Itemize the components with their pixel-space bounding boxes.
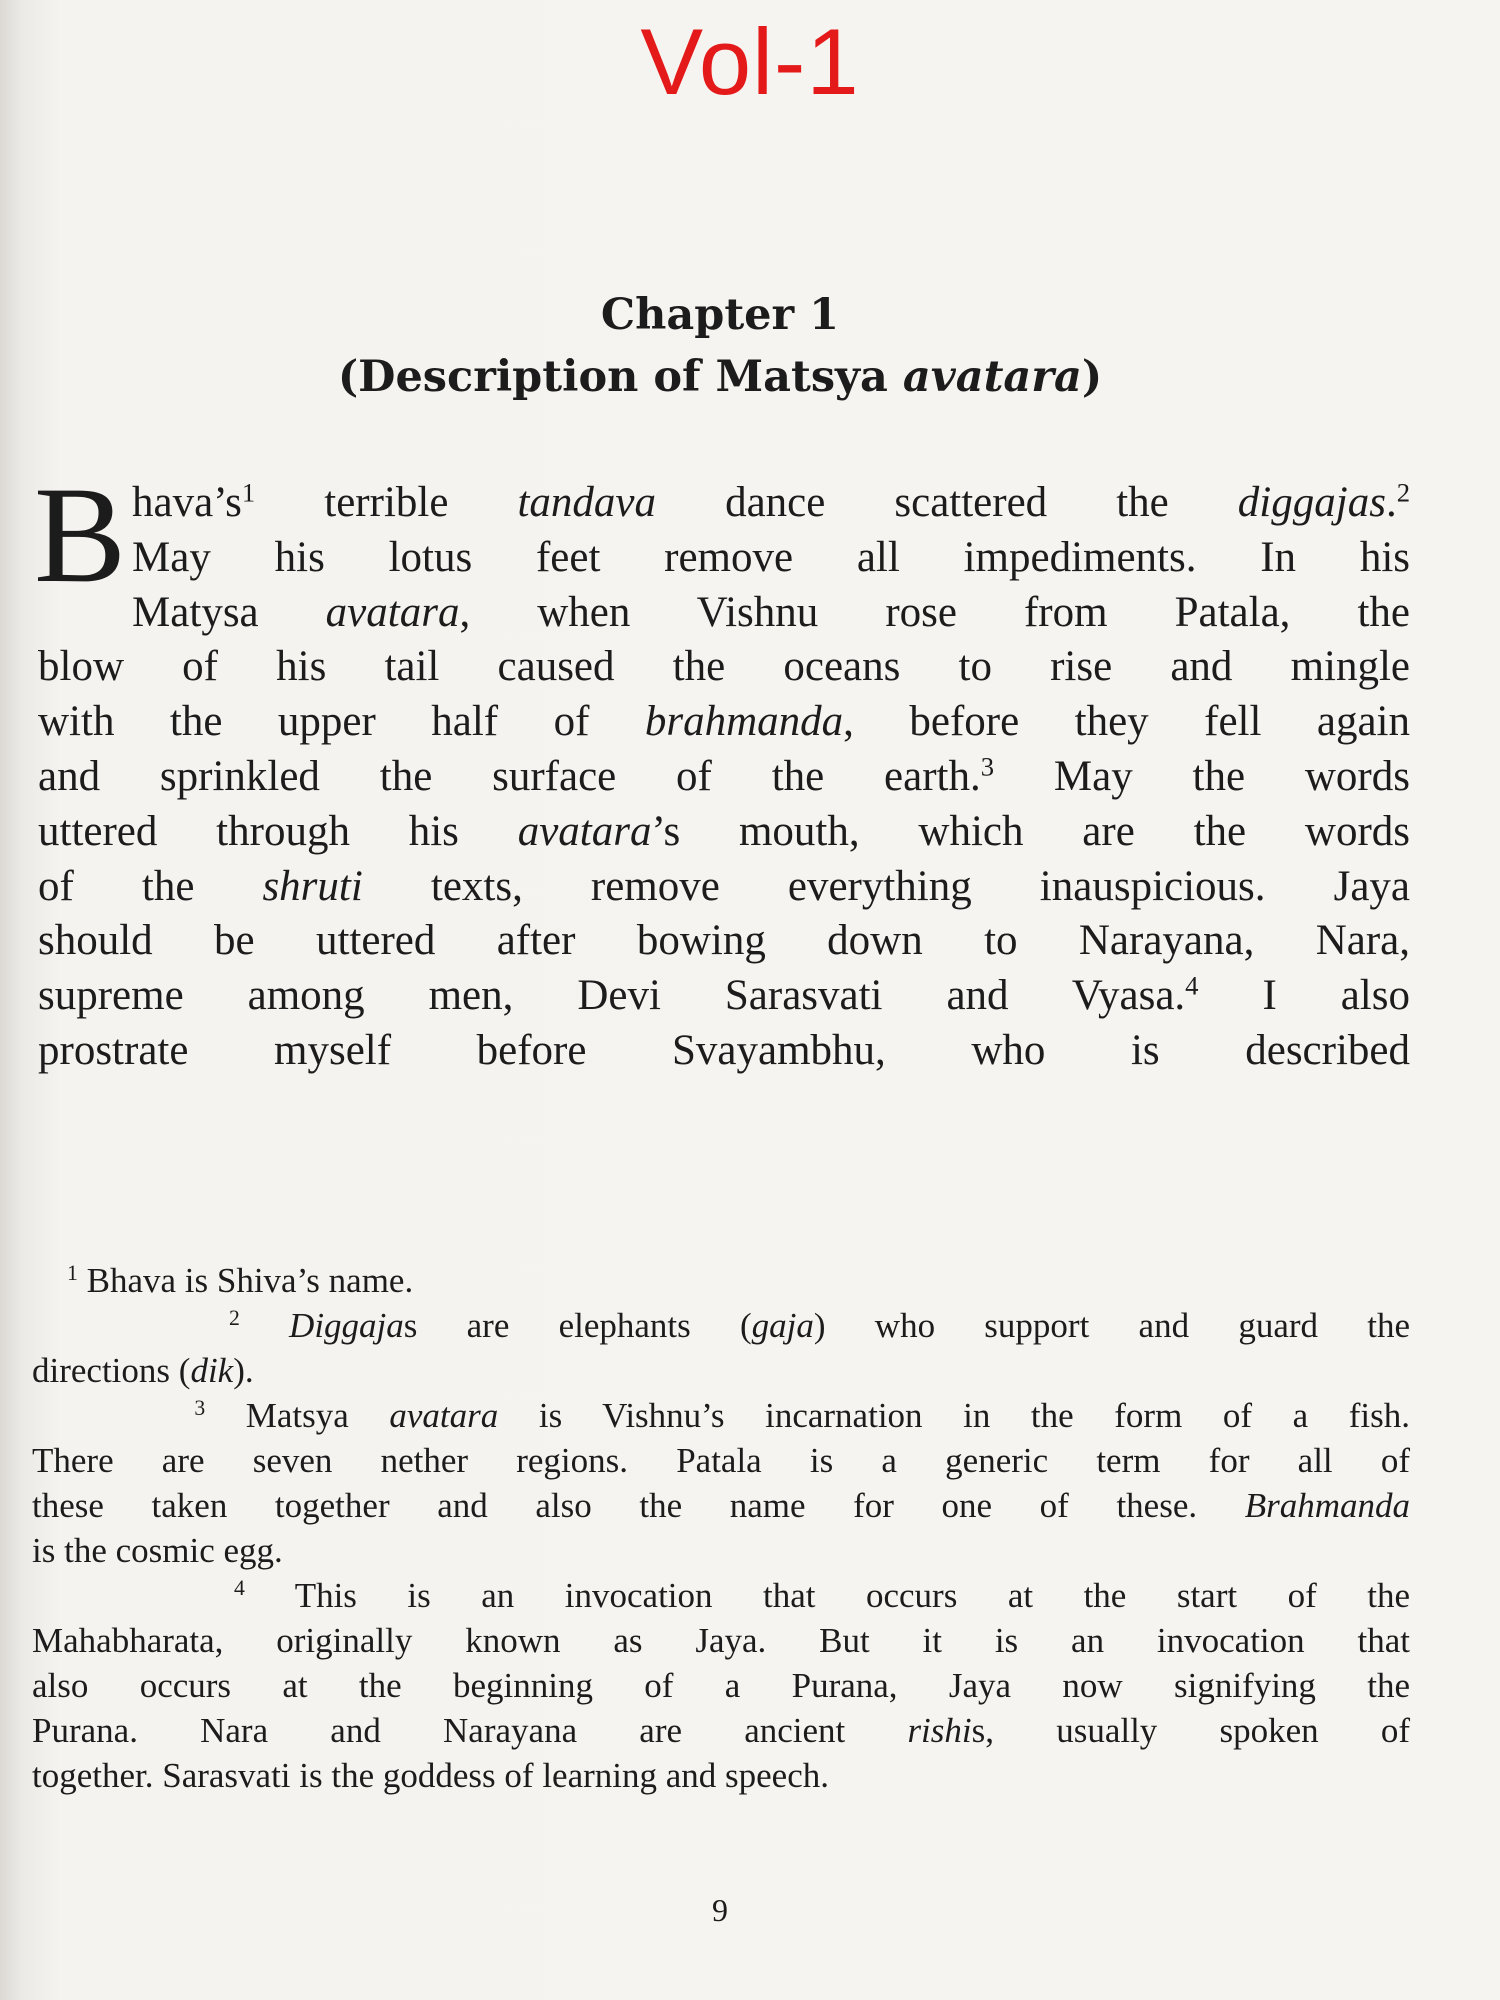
body-line: of the shruti texts, remove everything inauspicious. Jaya <box>38 862 1410 910</box>
footnote-3: $^3$ Matsya avatara is Vishnu’s incarnation in the form of a fish. <box>194 1396 1410 1435</box>
footnote-2: $^2$ Diggajas are elephants (gaja) who support and guard the <box>228 1306 1411 1345</box>
footnote-1: $^1$ Bhava is Shiva’s name. <box>67 1261 414 1300</box>
body-line: and sprinkled the surface of the earth.$^3$ May the words <box>38 751 1410 800</box>
body-line: Matysa avatara, when Vishnu rose from Patala, the <box>132 588 1410 636</box>
footnote-4: $^4$ This is an invocation that occurs at the start of the <box>233 1576 1411 1615</box>
chapter-subtitle: (Description of Matsya avatara) <box>337 352 1103 402</box>
footnote-3-cont: There are seven nether regions. Patala is a generic term for all of <box>32 1441 1410 1480</box>
body-text <box>34 458 1411 1079</box>
chapter-title: Chapter 1 <box>600 290 840 340</box>
page-number: 9 <box>712 1892 728 1928</box>
footnote-4-cont: Purana. Nara and Narayana are ancient rishis, usually spoken of <box>32 1711 1410 1750</box>
footnote-3-cont: is the cosmic egg. <box>32 1531 283 1570</box>
body-line: blow of his tail caused the oceans to rise and mingle <box>38 643 1410 691</box>
footnote-3-cont: these taken together and also the name for one of these. Brahmanda <box>32 1486 1410 1525</box>
footnote-4-cont: also occurs at the beginning of a Purana, Jaya now signifying the <box>32 1666 1410 1705</box>
body-line: uttered through his avatara’s mouth, which are the words <box>38 807 1410 855</box>
body-line: with the upper half of brahmanda, before they fell again <box>38 698 1410 746</box>
footnote-4-cont: Mahabharata, originally known as Jaya. But it is an invocation that <box>32 1621 1410 1660</box>
volume-label: Vol-1 <box>640 9 860 114</box>
footnote-2-cont: directions (dik). <box>32 1351 254 1390</box>
body-line: prostrate myself before Svayambhu, who is described <box>38 1026 1410 1074</box>
body-line: should be uttered after bowing down to Narayana, Nara, <box>38 917 1410 965</box>
body-line: May his lotus feet remove all impediments. In his <box>132 533 1410 581</box>
body-line: $hava’s^1$ terrible tandava dance scattered the diggajas.$^2$ <box>132 477 1411 526</box>
body-line: supreme among men, Devi Sarasvati and Vyasa.$^4$ I also <box>38 970 1410 1020</box>
drop-cap: B <box>34 458 127 611</box>
footnote-4-cont: together. Sarasvati is the goddess of learning and speech. <box>32 1756 830 1795</box>
footnotes <box>32 1258 1410 1798</box>
